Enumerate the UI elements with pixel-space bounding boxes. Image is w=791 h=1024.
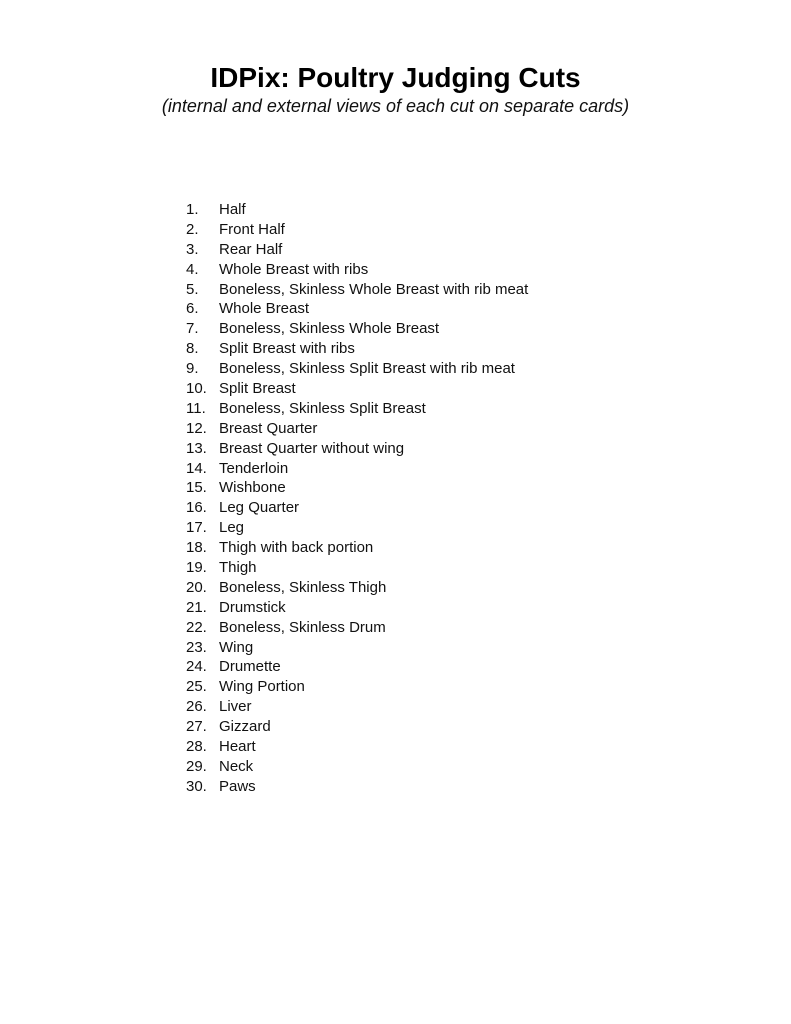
list-item: [186, 697, 528, 717]
item-label: Breast Quarter without wing: [219, 439, 405, 457]
item-number: 25.: [186, 678, 207, 696]
item-number: 2.: [186, 220, 199, 238]
item-number: 24.: [186, 658, 207, 676]
list-item: [186, 578, 528, 598]
page-subtitle: (internal and external views of each cut on separate cards): [161, 96, 630, 116]
list-item: [186, 657, 528, 677]
item-label: Gizzard: [219, 718, 271, 736]
item-label: Whole Breast: [219, 300, 310, 318]
list-item: [186, 439, 528, 459]
list-item: [186, 379, 528, 399]
item-number: 3.: [186, 240, 199, 258]
item-label: Whole Breast with ribs: [219, 260, 369, 278]
item-number: 12.: [186, 419, 207, 437]
list-item: [186, 240, 528, 260]
cut-list: [186, 200, 528, 797]
item-number: 20.: [186, 578, 207, 596]
item-number: 17.: [186, 519, 207, 537]
list-item: [186, 478, 528, 498]
item-number: 30.: [186, 777, 207, 795]
item-label: Wing Portion: [219, 678, 305, 696]
item-label: Drumette: [219, 658, 281, 676]
list-item: [186, 419, 528, 439]
item-number: 19.: [186, 559, 207, 577]
list-item: [186, 638, 528, 658]
item-label: Boneless, Skinless Whole Breast with rib meat: [219, 280, 529, 298]
item-number: 13.: [186, 439, 207, 457]
item-number: 10.: [186, 380, 207, 398]
item-label: Boneless, Skinless Whole Breast: [219, 320, 440, 338]
list-item: [186, 299, 528, 319]
item-number: 14.: [186, 459, 207, 477]
item-label: Half: [219, 201, 246, 218]
item-label: Heart: [219, 738, 256, 756]
item-label: Wing: [219, 638, 254, 656]
list-item: [186, 339, 528, 359]
list-item: [186, 717, 528, 737]
item-number: 5.: [186, 280, 199, 298]
list-item: [186, 359, 528, 379]
item-number: 22.: [186, 618, 207, 636]
item-label: Paws: [219, 777, 256, 795]
item-number: 28.: [186, 738, 207, 756]
item-number: 29.: [186, 757, 207, 775]
item-number: 7.: [186, 320, 199, 338]
item-number: 9.: [186, 360, 199, 378]
item-number: 8.: [186, 340, 199, 358]
item-label: Drumstick: [219, 598, 286, 616]
item-number: 21.: [186, 598, 207, 616]
item-number: 16.: [186, 499, 207, 517]
item-number: 15.: [186, 479, 207, 497]
list-item: [186, 518, 528, 538]
list-item: [186, 618, 528, 638]
list-item: [186, 737, 528, 757]
item-number: 18.: [186, 539, 207, 557]
item-label: Boneless, Skinless Split Breast: [219, 399, 426, 417]
item-label: Split Breast with ribs: [219, 340, 355, 358]
item-number: 4.: [186, 260, 199, 278]
item-label: Wishbone: [219, 479, 286, 497]
list-item: [186, 200, 528, 220]
item-number: 6.: [186, 300, 199, 318]
list-item: [186, 777, 528, 797]
list-item: [186, 260, 528, 280]
item-label: Boneless, Skinless Drum: [219, 618, 386, 636]
page-title: IDPix: Poultry Judging Cuts: [210, 62, 581, 93]
list-item: [186, 538, 528, 558]
list-item: [186, 459, 528, 479]
item-number: 11.: [186, 399, 206, 417]
item-label: Boneless, Skinless Thigh: [219, 578, 387, 596]
item-label: Thigh: [219, 559, 257, 577]
item-label: Leg Quarter: [219, 499, 300, 517]
item-label: Neck: [219, 757, 254, 775]
item-number: 23.: [186, 638, 207, 656]
list-item: [186, 319, 528, 339]
item-label: Tenderloin: [219, 459, 289, 477]
list-item: [186, 757, 528, 777]
list-item: [186, 558, 528, 578]
item-label: Leg: [219, 519, 245, 537]
item-number: 26.: [186, 698, 207, 716]
item-label: Boneless, Skinless Split Breast with rib meat: [219, 360, 515, 378]
list-item: [186, 598, 528, 618]
item-number: 27.: [186, 718, 207, 736]
list-item: [186, 220, 528, 240]
item-label: Split Breast: [219, 380, 296, 398]
list-item: [186, 399, 528, 419]
item-label: Liver: [219, 698, 252, 716]
list-item: [186, 280, 528, 300]
list-item: [186, 498, 528, 518]
item-number: 1.: [186, 201, 199, 218]
item-label: Rear Half: [219, 240, 283, 258]
item-label: Front Half: [219, 220, 285, 238]
list-item: [186, 677, 528, 697]
item-label: Breast Quarter: [219, 419, 318, 437]
item-label: Thigh with back portion: [219, 539, 374, 557]
